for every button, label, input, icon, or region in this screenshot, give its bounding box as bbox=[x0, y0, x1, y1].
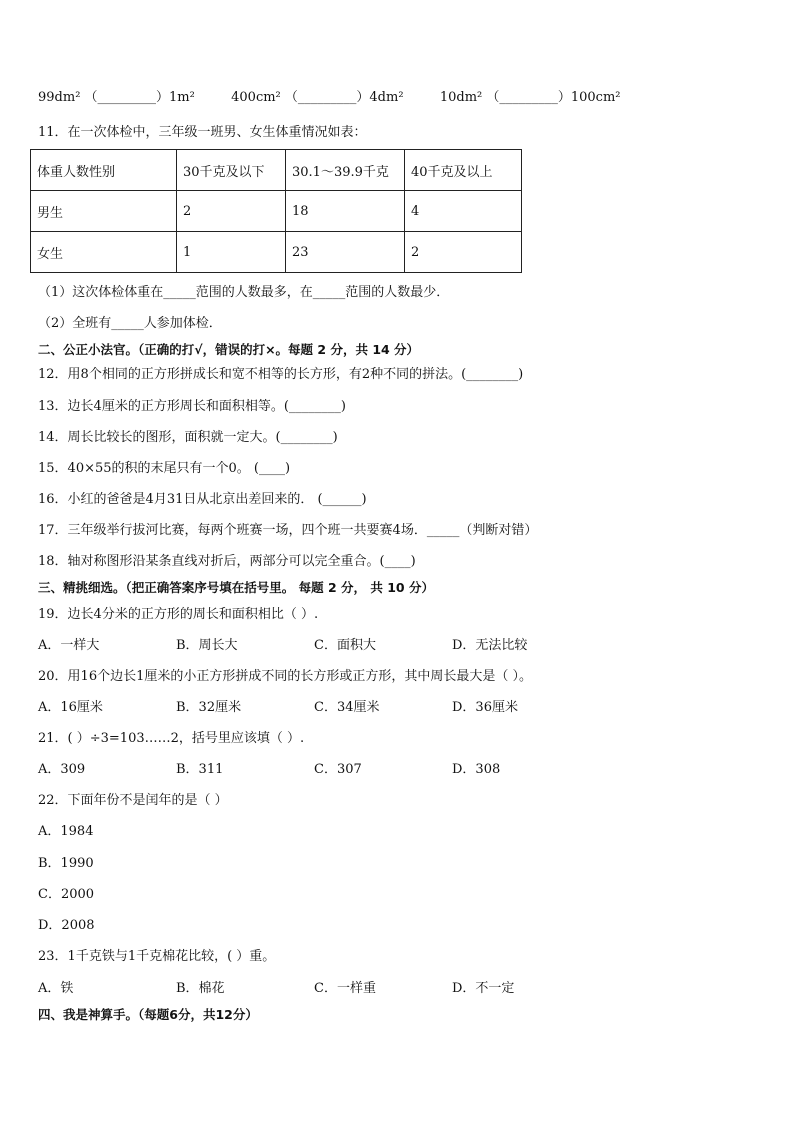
question-20: 20．用16个边长1厘米的小正方形拼成不同的长方形或正方形，其中周长最大是（ ）。 bbox=[38, 669, 532, 684]
table-header-row bbox=[31, 150, 522, 191]
option-a: A．16厘米 bbox=[38, 700, 103, 715]
table-header-cell: 30.1～39.9千克 bbox=[286, 150, 405, 191]
q22-option-b: B．1990 bbox=[38, 856, 94, 871]
section3-title: 三、精挑细选。（把正确答案序号填在括号里。 每题 2 分， 共 10 分） bbox=[38, 580, 434, 595]
question-21: 21．( ）÷3=103……2，括号里应该填（ ）. bbox=[38, 731, 305, 746]
table-header-cell: 40千克及以上 bbox=[405, 150, 522, 191]
unit-comparison-3: 10dm² （_________）100cm² bbox=[439, 90, 621, 105]
option-c: C．面积大 bbox=[314, 638, 376, 653]
option-d: D．36厘米 bbox=[452, 700, 518, 715]
option-c: C．一样重 bbox=[314, 981, 376, 996]
question-18: 18．轴对称图形沿某条直线对折后，两部分可以完全重合。(____) bbox=[38, 554, 416, 569]
table-header-cell: 体重人数性别 bbox=[31, 150, 177, 191]
unit-comparison-2: 400cm² （_________）4dm² bbox=[231, 90, 404, 105]
table-header-cell: 30千克及以下 bbox=[177, 150, 286, 191]
table-cell: 4 bbox=[405, 191, 522, 232]
question-19: 19．边长4分米的正方形的周长和面积相比（ ）. bbox=[38, 607, 319, 622]
table-row bbox=[31, 191, 522, 232]
option-b: B．311 bbox=[176, 762, 224, 777]
table-cell: 女生 bbox=[31, 232, 177, 273]
q11-sub2: （2）全班有_____人参加体检． bbox=[38, 316, 222, 331]
option-b: B．周长大 bbox=[176, 638, 238, 653]
question-13: 13．边长4厘米的正方形周长和面积相等。(________) bbox=[38, 399, 346, 414]
table-cell: 2 bbox=[177, 191, 286, 232]
question-12: 12．用8个相同的正方形拼成长和宽不相等的长方形，有2种不同的拼法。(________) bbox=[38, 367, 524, 382]
option-d: D．不一定 bbox=[452, 981, 515, 996]
q22-option-c: C．2000 bbox=[38, 887, 95, 902]
table-row bbox=[31, 232, 522, 273]
table-cell: 2 bbox=[405, 232, 522, 273]
option-a: A．309 bbox=[38, 762, 86, 777]
question-14: 14．周长比较长的图形，面积就一定大。(________) bbox=[38, 430, 338, 445]
table-cell: 男生 bbox=[31, 191, 177, 232]
option-d: D．无法比较 bbox=[452, 638, 528, 653]
question-16: 16．小红的爸爸是4月31日从北京出差回来的． (______) bbox=[38, 492, 367, 507]
question-15: 15．40×55的积的末尾只有一个0。 (____) bbox=[38, 461, 291, 476]
table-cell: 18 bbox=[286, 191, 405, 232]
q22-option-a: A．1984 bbox=[38, 824, 94, 839]
option-c: C．307 bbox=[314, 762, 362, 777]
option-b: B．32厘米 bbox=[176, 700, 242, 715]
question-17: 17．三年级举行拔河比赛，每两个班赛一场，四个班一共要赛4场．_____（判断对错） bbox=[38, 523, 538, 538]
weight-table bbox=[30, 149, 522, 273]
option-d: D．308 bbox=[452, 762, 501, 777]
section2-title: 二、公正小法官。（正确的打√，错误的打×。每题 2 分，共 14 分） bbox=[38, 342, 420, 357]
q11-stem: 11．在一次体检中，三年级一班男、女生体重情况如表： bbox=[38, 125, 367, 140]
q22-option-d: D．2008 bbox=[38, 918, 95, 933]
table-cell: 23 bbox=[286, 232, 405, 273]
option-a: A．铁 bbox=[38, 981, 74, 996]
unit-comparison-1: 99dm² （_________）1m² bbox=[38, 90, 195, 105]
question-22: 22．下面年份不是闰年的是（ ） bbox=[38, 793, 228, 808]
option-c: C．34厘米 bbox=[314, 700, 380, 715]
question-23: 23．1千克铁与1千克棉花比较，( ）重。 bbox=[38, 949, 276, 964]
table-cell: 1 bbox=[177, 232, 286, 273]
option-a: A．一样大 bbox=[38, 638, 100, 653]
option-b: B．棉花 bbox=[176, 981, 225, 996]
section4-title: 四、我是神算手。（每题6分，共12分） bbox=[38, 1007, 258, 1022]
unit-comparison-row bbox=[38, 88, 621, 108]
q11-sub1: （1）这次体检体重在_____范围的人数最多，在_____范围的人数最少． bbox=[38, 285, 450, 300]
